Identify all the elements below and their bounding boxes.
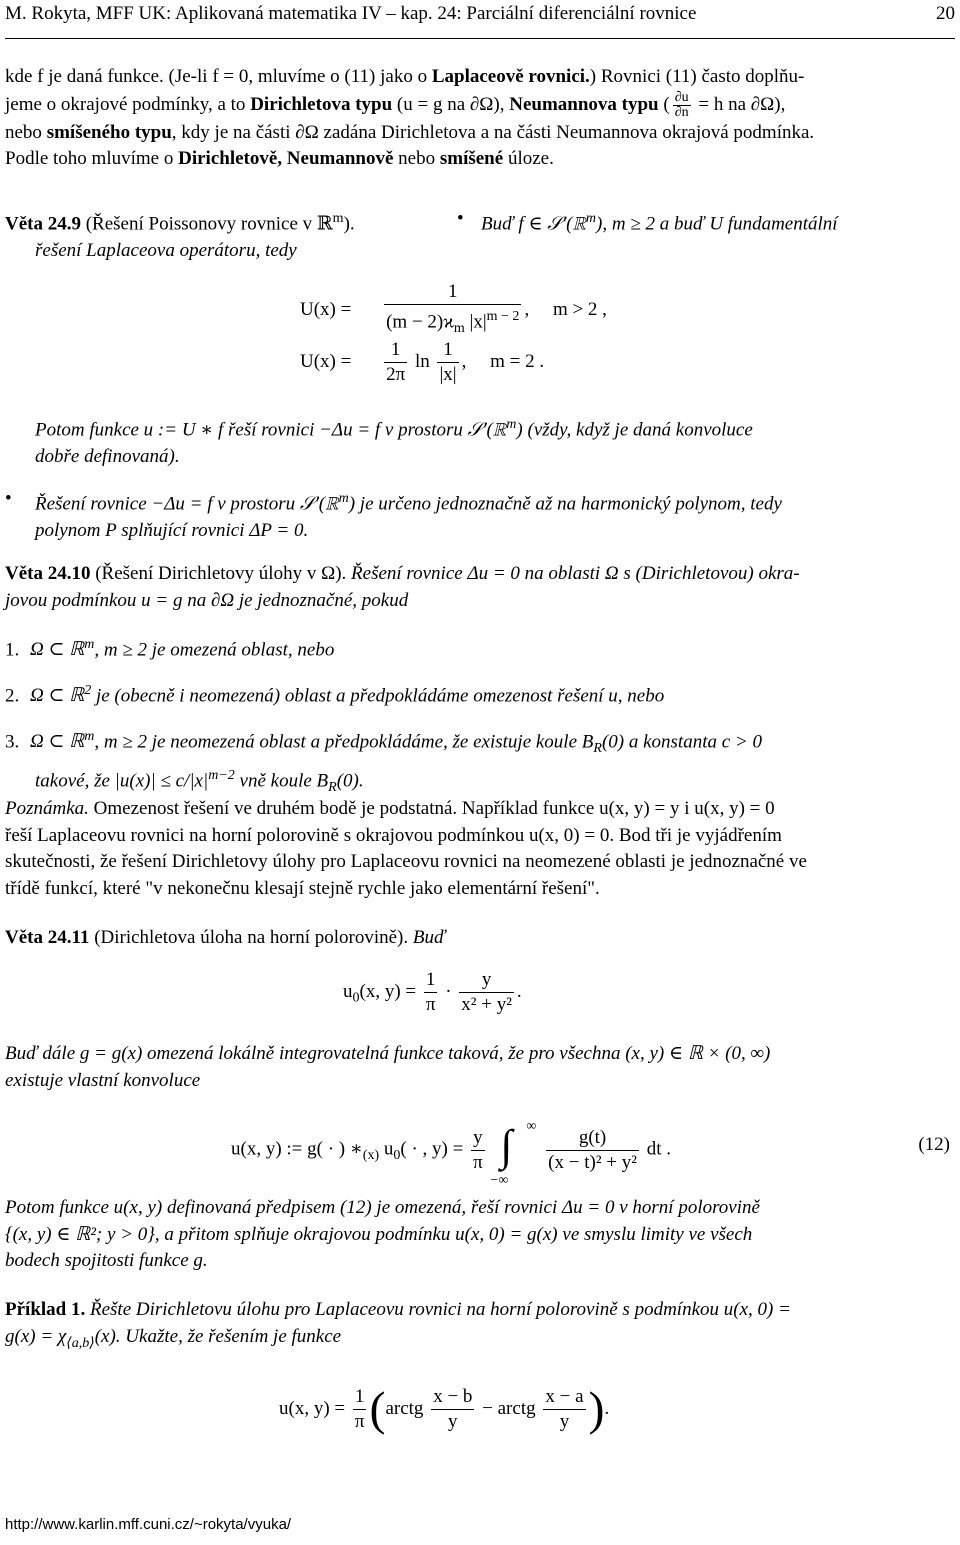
theorem-24-11-heading: Věta 24.11 (Dirichletova úloha na horní polorovině). Buď <box>5 927 446 948</box>
bullet-1-text: Buď f ∈ 𝒮′(ℝ$^m$), m ≥ 2 a buď U fundamentální <box>481 211 838 235</box>
bullet-2: • Řešení rovnice −Δu = f v prostoru 𝒮′(ℝ$^m$) je určeno jednoznačně až na harmonický polynom, tedy polynom P splňující rovnici ΔP = 0. <box>5 488 782 541</box>
page-number: 20 <box>936 3 955 24</box>
intro-paragraph <box>5 64 955 173</box>
theorem-24-11-conclusion: Potom funkce u(x, y) definovaná předpisem (12) je omezená, řeší rovnici Δu = 0 v horní polorovině {(x, y) ∈ ℝ²; y > 0}, a přitom splňuje okrajovou podmínku u(x, 0) = g(x) ve smyslu limity ve všech bodech spojitosti funkce g. <box>5 1197 760 1271</box>
theorem-24-9-heading: Věta 24.9 (Řešení Poissonovy rovnice v ℝ$^m$). • Buď f ∈ 𝒮′(ℝ$^m$), m ≥ 2 a buď U fundamentální řešení Laplaceova operátoru, tedy <box>5 206 955 264</box>
intro-line-2: jeme o okrajové podmínky, a to Dirichletova typu (u = g na ∂Ω), Neumannova typu ( $\frac{\partial u}{\partial n}$ = h na ∂Ω), <box>5 89 786 120</box>
du-dn-fraction: $\frac{\partial u}{\partial n}$ <box>674 89 689 120</box>
example-1: Příklad 1. Řešte Dirichletovu úlohu pro Laplaceovu rovnici na horní polorovině s podmínkou u(x, 0) = $g(x) = \chi_{⟨a,b⟩}(x)$. Ukažte, že řešením je funkce <box>5 1299 791 1351</box>
remark-paragraph: Poznámka. Omezenost řešení ve druhém bodě je podstatná. Například funkce u(x, y) = y i u(x, y) = 0 řeší Laplaceovu rovnici na horní polorovině s okrajovou podmínkou u(x, 0) = 0. Bod tři je vyjádřením skutečnosti, že řešení Dirichletovy úlohy pro Laplaceovu rovnici na neomezené oblasti je jednoznačné ve třídě funkcí, které "v nekonečnu klesají stejně rychle jako elementární řešení". <box>5 798 807 899</box>
intro-line-1: kde f je daná funkce. (Je-li f = 0, mluvíme o (11) jako o Laplaceově rovnici.) Rovnici (11) často doplňu- <box>5 66 805 87</box>
equation-U-m-eq-2: U(x) = $\frac{1}{2\pi}$ ln $\frac{1}{|x|}$ , m = 2 . <box>300 339 545 385</box>
list-item-3: 3. Ω ⊂ ℝ$^m$, m ≥ 2 je neomezená oblast a předpokládáme, že existuje koule $B_R(0)$ a konstanta c > 0 takové, že $|u(x)| \le c/|x|^{m-2}$ vně koule $B_R(0)$. <box>5 729 762 795</box>
list-item-1: 1. Ω ⊂ ℝ$^m$, m ≥ 2 je omezená oblast, nebo <box>5 637 335 661</box>
intro-line-4: Podle toho mluvíme o Dirichletově, Neumannově nebo smíšené úloze. <box>5 148 554 169</box>
example-solution-equation: u(x, y) = $\frac{1}{\pi}$ (arctg $\frac{x - b}{y}$ − arctg $\frac{x - a}{y}$ ). <box>279 1382 610 1436</box>
bullet-2-marker: • <box>5 488 12 509</box>
equation-U-m-gt-2: U(x) = $\frac{1}{(m - 2)ϰ_m |x|^{m - 2}}$ , m > 2 , <box>300 281 607 337</box>
document-page <box>5 0 955 1545</box>
theorem-24-9-conclusion: Potom funkce u := U ∗ f řeší rovnici −Δu = f v prostoru 𝒮′(ℝ$^m$) (vždy, když je daná konvoluce dobře definovaná). <box>35 417 753 467</box>
intro-line-3: nebo smíšeného typu, kdy je na části ∂Ω zadána Dirichletova a na části Neumannova okrajová podmínka. <box>5 121 815 143</box>
list-item-2: 2. Ω ⊂ ℝ$^2$ je (obecně i neomezená) oblast a předpokládáme omezenost řešení u, nebo <box>5 683 665 707</box>
bullet-1: • <box>457 208 464 229</box>
page-header <box>5 2 955 39</box>
footer-url[interactable]: http://www.karlin.mff.cuni.cz/~rokyta/vyuka/ <box>5 1516 292 1533</box>
theorem-24-10: Věta 24.10 (Řešení Dirichletovy úlohy v Ω). Řešení rovnice Δu = 0 na oblasti Ω s (Dirichletovou) okra- jovou podmínkou u = g na ∂Ω je jednoznačné, pokud <box>5 563 800 611</box>
equation-number-12: (12) <box>918 1134 950 1155</box>
header-title: M. Rokyta, MFF UK: Aplikovaná matematika IV – kap. 24: Parciální diferenciální rovnice <box>5 3 697 24</box>
theorem-24-11-text: Buď dále g = g(x) omezená lokálně integrovatelná funkce taková, že pro všechna (x, y) ∈ ℝ × (0, ∞) existuje vlastní konvoluce <box>5 1043 771 1091</box>
equation-u0: $u_0(x$, y) = $\frac{1}{\pi}$ · $\frac{y}{\text{x² + y²}}$ . <box>343 969 522 1015</box>
integral-sign: ∫ ∞ −∞ <box>490 1119 537 1188</box>
equation-12-convolution: u(x, y) := g( · ) $∗_{(x)}$ $u_0$( · , y) = $\frac{y}{\pi}$ ∫ ∞ −∞ $\frac{g(t)}{\text{(x − t)² + y²}}$ dt . <box>231 1119 671 1188</box>
bullet-1-line-2: řešení Laplaceova operátoru, tedy <box>35 239 297 261</box>
